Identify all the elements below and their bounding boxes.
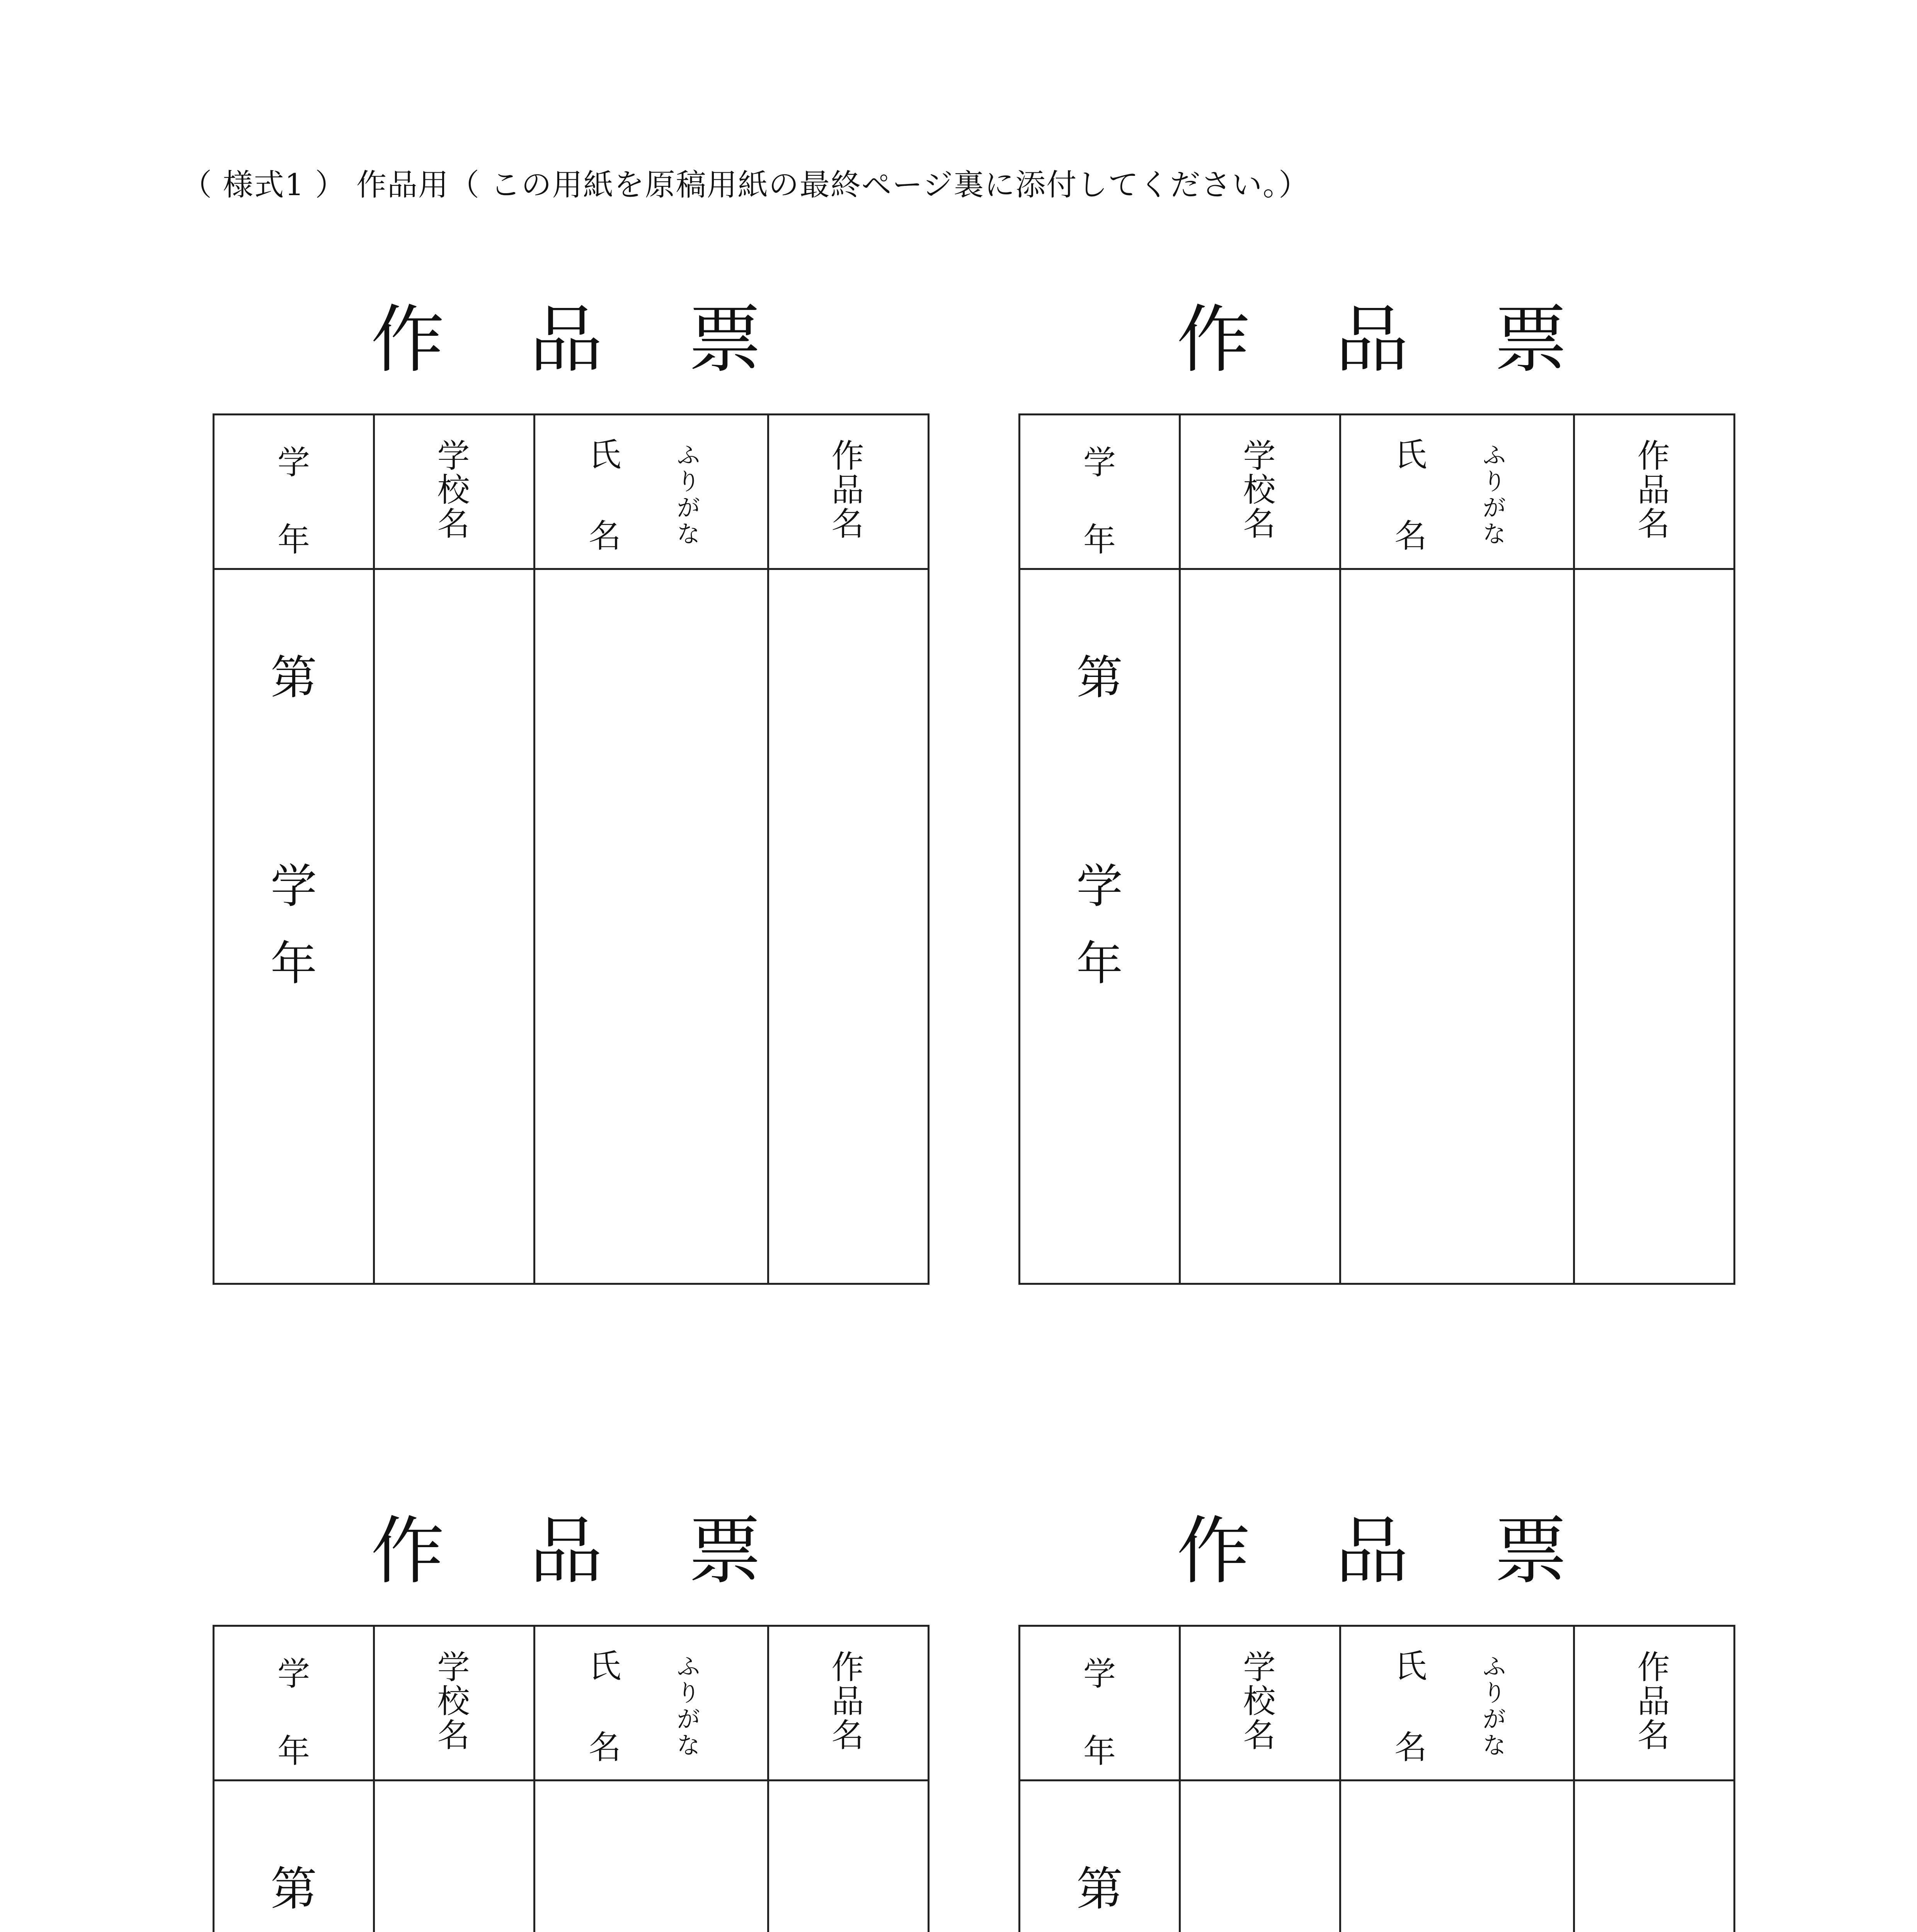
work-title-input-cell[interactable] xyxy=(768,1781,929,1932)
grade-prefix: 第 xyxy=(1076,651,1123,705)
name-header-cell xyxy=(535,415,768,569)
work-slip xyxy=(213,298,920,1306)
work-header-cell xyxy=(768,415,929,569)
grade-header-top: 学 xyxy=(1083,1655,1116,1693)
name-input-cell[interactable] xyxy=(1340,569,1574,1284)
school-header: 学校名 xyxy=(432,1650,470,1752)
grade-prefix: 第 xyxy=(271,1862,317,1916)
school-header: 学校名 xyxy=(1238,439,1276,541)
school-header: 学校名 xyxy=(432,439,470,541)
work-header-cell xyxy=(768,1626,929,1781)
name-header-cell xyxy=(1340,415,1574,569)
slip-table xyxy=(1018,1625,1735,1932)
work-title-input-cell[interactable] xyxy=(768,569,929,1284)
grade-header-cell xyxy=(214,1626,374,1781)
grade-header-bottom: 年 xyxy=(1083,1732,1116,1770)
grade-suffix-1: 学 xyxy=(271,860,317,913)
grade-header-top: 学 xyxy=(1083,444,1116,481)
work-title-input-cell[interactable] xyxy=(1574,1781,1735,1932)
school-input-cell[interactable] xyxy=(374,1781,535,1932)
slip-title: 作 品 票 xyxy=(371,1509,793,1594)
grade-prefix: 第 xyxy=(1076,1862,1123,1916)
school-input-cell[interactable] xyxy=(374,569,535,1284)
work-slip xyxy=(1018,1509,1726,1932)
grade-header-top: 学 xyxy=(277,444,310,481)
work-header-cell xyxy=(1574,415,1735,569)
grade-input-cell[interactable] xyxy=(1020,569,1180,1284)
school-input-cell[interactable] xyxy=(1180,1781,1340,1932)
work-header-cell xyxy=(1574,1626,1735,1781)
grade-input-cell[interactable] xyxy=(214,1781,374,1932)
grade-header-top: 学 xyxy=(277,1655,310,1693)
name-input-cell[interactable] xyxy=(1340,1781,1574,1932)
name-header-bottom: 名 xyxy=(588,1728,621,1766)
work-title-header: 作品名 xyxy=(826,1650,864,1752)
name-header-top: 氏 xyxy=(588,1647,621,1685)
slip-table xyxy=(213,413,930,1285)
grade-suffix-2: 年 xyxy=(271,937,317,991)
work-title-input-cell[interactable] xyxy=(1574,569,1735,1284)
grade-header-cell xyxy=(1020,1626,1180,1781)
grade-suffix-2: 年 xyxy=(1076,937,1123,991)
work-slip xyxy=(213,1509,920,1932)
work-title-header: 作品名 xyxy=(826,439,864,541)
school-header: 学校名 xyxy=(1238,1650,1276,1752)
slip-table xyxy=(1018,413,1735,1285)
name-header-bottom: 名 xyxy=(588,517,621,555)
grade-header-bottom: 年 xyxy=(277,521,310,559)
form-instruction: （ 様式1 ） 作品用（ この用紙を原稿用紙の最終ページ裏に添付してください。） xyxy=(182,168,1310,202)
grade-header-bottom: 年 xyxy=(1083,521,1116,559)
name-header-top: 氏 xyxy=(1394,1647,1427,1685)
work-title-header: 作品名 xyxy=(1632,439,1670,541)
grade-header-bottom: 年 xyxy=(277,1732,310,1770)
name-input-cell[interactable] xyxy=(535,569,768,1284)
name-header-top: 氏 xyxy=(588,436,621,474)
grade-header-cell xyxy=(1020,415,1180,569)
grade-suffix-1: 学 xyxy=(1076,860,1123,913)
name-input-cell[interactable] xyxy=(535,1781,768,1932)
furigana-label: ふりがな xyxy=(672,442,701,548)
name-header-bottom: 名 xyxy=(1394,1728,1427,1766)
name-header-top: 氏 xyxy=(1394,436,1427,474)
grade-input-cell[interactable] xyxy=(214,569,374,1284)
school-input-cell[interactable] xyxy=(1180,569,1340,1284)
furigana-label: ふりがな xyxy=(672,1654,701,1759)
grade-header-cell xyxy=(214,415,374,569)
grade-input-cell[interactable] xyxy=(1020,1781,1180,1932)
name-header-bottom: 名 xyxy=(1394,517,1427,555)
furigana-label: ふりがな xyxy=(1478,1654,1507,1759)
name-header-cell xyxy=(1340,1626,1574,1781)
work-title-header: 作品名 xyxy=(1632,1650,1670,1752)
slip-title: 作 品 票 xyxy=(1176,1509,1599,1594)
slip-title: 作 品 票 xyxy=(1176,297,1599,383)
grade-prefix: 第 xyxy=(271,651,317,705)
name-header-cell xyxy=(535,1626,768,1781)
slip-title: 作 品 票 xyxy=(371,297,793,383)
furigana-label: ふりがな xyxy=(1478,442,1507,548)
work-slip xyxy=(1018,298,1726,1306)
slip-table xyxy=(213,1625,930,1932)
